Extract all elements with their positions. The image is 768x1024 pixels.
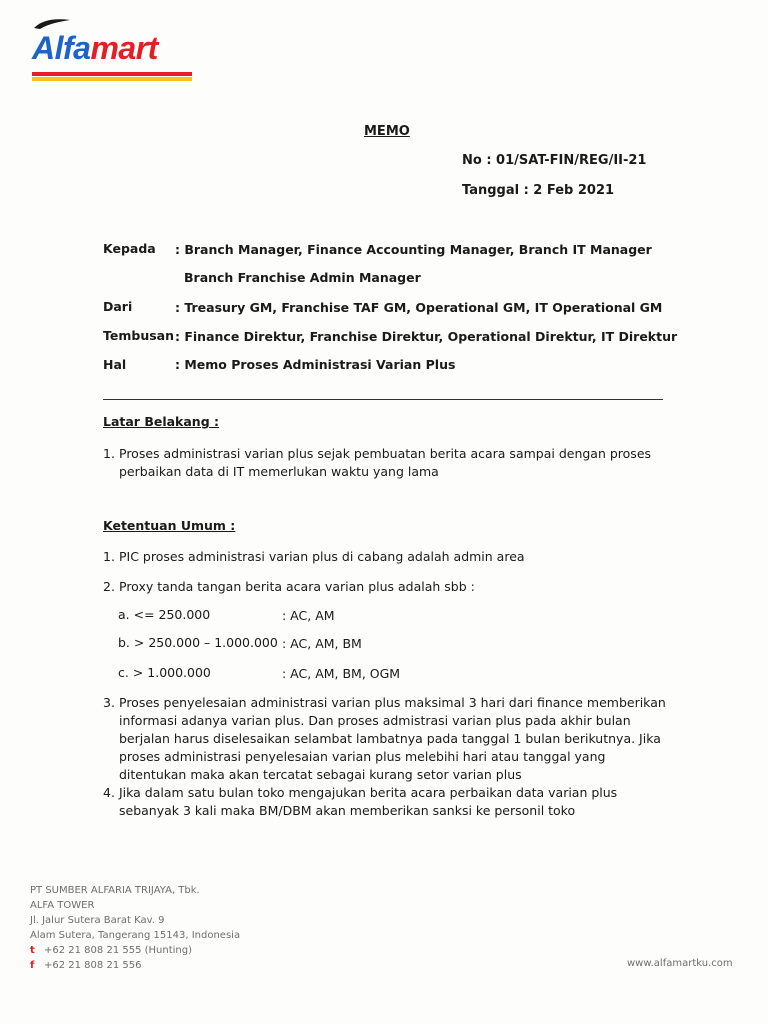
memo-date: Tanggal : 2 Feb 2021 [462,183,615,198]
ketentuan-umum-title: Ketentuan Umum : [103,518,236,533]
phone-line [30,943,192,958]
phone-number: +62 21 808 21 555 (Hunting) [44,945,193,956]
website-link[interactable]: www.alfamartku.com [627,958,733,969]
hal-value: : Memo Proses Administrasi Varian Plus [175,357,456,372]
proxy-range-c: c. > 1.000.000 [118,665,211,680]
tembusan-label: Tembusan [103,328,174,343]
bird-icon [32,16,72,30]
fax-line [30,958,192,973]
proxy-approvers-b: : AC, AM, BM [282,636,362,651]
logo-yellow-stripe [32,77,192,81]
ketentuan-item-3: 3. Proses penyelesaian administrasi varian plus maksimal 3 hari dari finance memberikan informasi adanya varian plus. Dan proses admistrasi varian plus pada akhir bulan berjalan harus diselesaikan selambat lambatnya pada tanggal 1 bulan berikutnya. Jika proses administrasi penyelesaian varian plus melebihi hari atau tanggal yang ditentukan maka akan tercatat sebagai kurang setor varian plus [103,695,666,782]
memo-title: MEMO [364,124,410,139]
latar-belakang-item-1: 1. Proses administrasi varian plus sejak pembuatan berita acara sampai dengan proses perbaikan data di IT memerlukan waktu yang lama [103,446,652,479]
building-name: ALFA TOWER [30,900,95,911]
ketentuan-item-4: 4. Jika dalam satu bulan toko mengajukan berita acara perbaikan data varian plus sebanyak 3 kali maka BM/DBM akan memberikan sanksi ke personil toko [103,785,618,818]
tembusan-value: : Finance Direktur, Franchise Direktur, Operational Direktur, IT Direktur [175,329,678,344]
divider [103,399,663,400]
address-line-1: Jl. Jalur Sutera Barat Kav. 9 [30,915,165,926]
ketentuan-item-2: 2. Proxy tanda tangan berita acara varian plus adalah sbb : [103,579,475,594]
hal-label: Hal [103,357,127,372]
proxy-approvers-c: : AC, AM, BM, OGM [282,666,401,681]
kepada-value: : Branch Manager, Finance Accounting Manager, Branch IT Manager [175,242,652,257]
latar-belakang-title: Latar Belakang : [103,414,219,429]
company-address-block [30,883,240,943]
proxy-range-a: a. <= 250.000 [118,607,211,622]
address-line-2: Alam Sutera, Tangerang 15143, Indonesia [30,930,241,941]
fax-icon: f [30,960,35,971]
logo-wordmark: Alfamart [32,30,158,66]
dari-value: : Treasury GM, Franchise TAF GM, Operational GM, IT Operational GM [175,300,663,315]
ketentuan-item-1: 1. PIC proses administrasi varian plus di cabang adalah admin area [103,549,525,564]
phone-icon: t [30,945,35,956]
fax-number: +62 21 808 21 556 [44,960,142,971]
proxy-approvers-a: : AC, AM [282,608,335,623]
company-name: PT SUMBER ALFARIA TRIJAYA, Tbk. [30,885,200,896]
kepada-value-continued: Branch Franchise Admin Manager [184,270,421,285]
kepada-label: Kepada [103,241,156,256]
contact-block [30,943,192,973]
alfamart-logo [32,30,202,90]
logo-red-stripe [32,72,192,76]
proxy-range-b: b. > 250.000 – 1.000.000 [118,635,278,650]
dari-label: Dari [103,299,133,314]
memo-number: No : 01/SAT-FIN/REG/II-21 [462,153,647,168]
